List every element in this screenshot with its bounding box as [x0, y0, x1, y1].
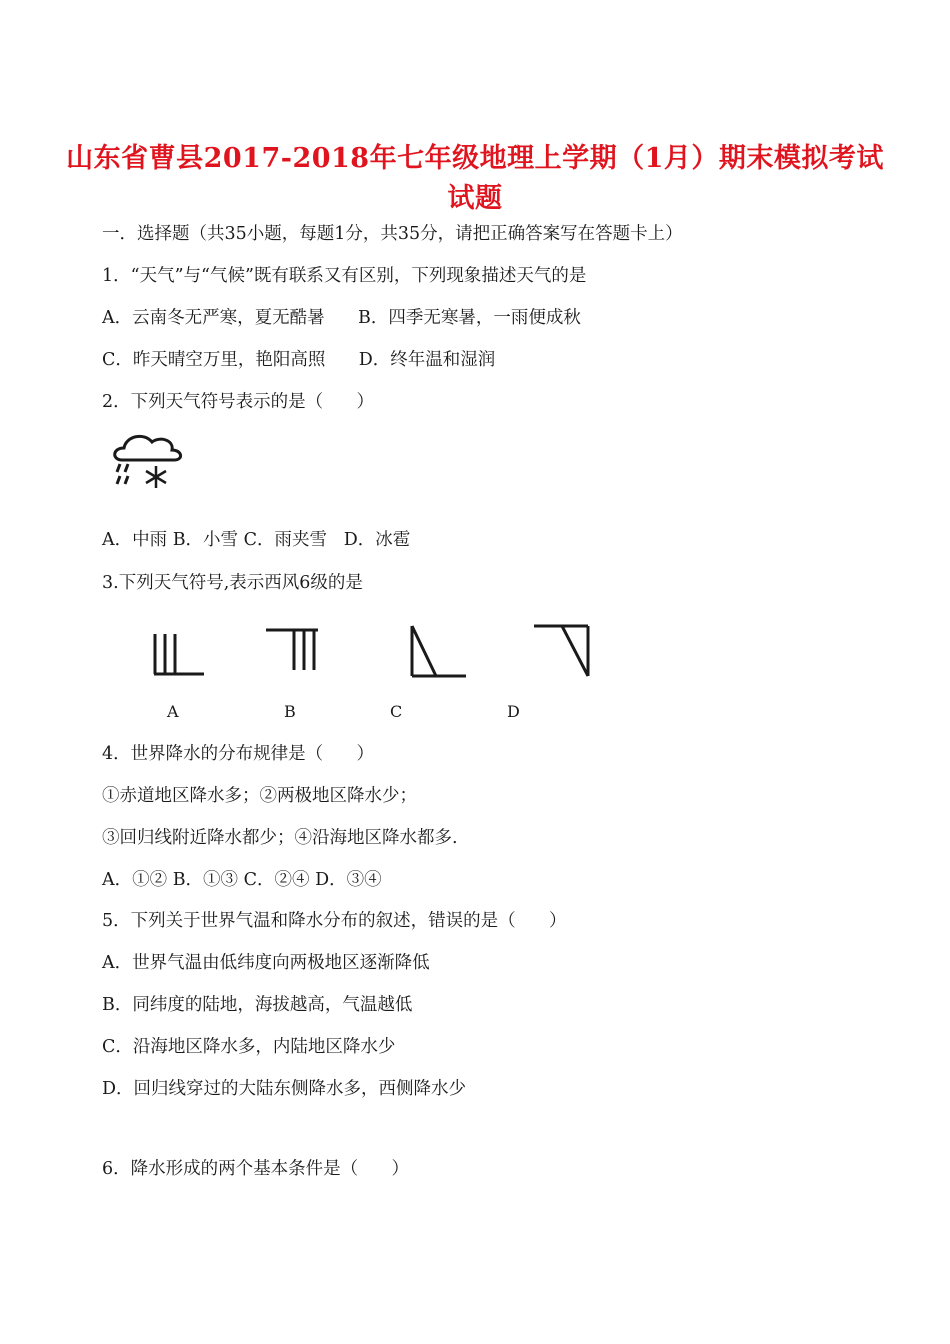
- wind-symbol-a-icon: [150, 630, 208, 678]
- question-6-stem: 6．降水形成的两个基本条件是（ ）: [102, 1159, 410, 1179]
- wind-option-c-label: C: [390, 702, 403, 721]
- wind-option-a-label: A: [167, 702, 179, 721]
- wind-symbol-d-icon: [530, 620, 594, 682]
- wind-option-b-label: B: [284, 702, 296, 721]
- document-title-line-1: 山东省曹县2017-2018年七年级地理上学期（1月）期末模拟考试: [66, 143, 884, 174]
- wind-option-d-label: D: [507, 702, 520, 721]
- question-5-option-c: C．沿海地区降水多，内陆地区降水少: [102, 1037, 396, 1057]
- question-4-statements-1: ①赤道地区降水多；②两极地区降水少；: [102, 786, 417, 806]
- question-2-stem: 2．下列天气符号表示的是（ ）: [102, 392, 375, 412]
- section-header: 一．选择题（共35小题，每题1分，共35分，请把正确答案写在答题卡上）: [102, 224, 683, 244]
- question-3-stem: 3.下列天气符号,表示西风6级的是: [102, 573, 363, 593]
- question-1-options-cd: C．昨天晴空万里，艳阳高照 D．终年温和湿润: [102, 350, 496, 370]
- question-5-option-a: A．世界气温由低纬度向两极地区逐渐降低: [102, 953, 430, 973]
- question-4-stem: 4．世界降水的分布规律是（ ）: [102, 744, 375, 764]
- question-2-options: A．中雨 B．小雪 C．雨夹雪 D．冰雹: [102, 530, 411, 550]
- document-title-line-2: 试题: [447, 183, 503, 214]
- rain-snow-weather-icon: [108, 430, 188, 490]
- question-5-stem: 5．下列关于世界气温和降水分布的叙述，错误的是（ ）: [102, 911, 567, 931]
- question-5-option-b: B．同纬度的陆地，海拔越高，气温越低: [102, 995, 413, 1015]
- question-5-option-d: D．回归线穿过的大陆东侧降水多，西侧降水少: [102, 1079, 467, 1099]
- question-4-statements-2: ③回归线附近降水都少；④沿海地区降水都多.: [102, 828, 458, 848]
- question-1-options-ab: A．云南冬无严寒，夏无酷暑 B．四季无寒暑，一雨便成秋: [102, 308, 581, 328]
- wind-symbol-c-icon: [406, 622, 470, 680]
- wind-symbol-b-icon: [264, 626, 322, 674]
- question-4-options: A．①② B．①③ C．②④ D．③④: [102, 870, 382, 890]
- question-1-stem: 1．“天气”与“气候”既有联系又有区别，下列现象描述天气的是: [102, 266, 587, 286]
